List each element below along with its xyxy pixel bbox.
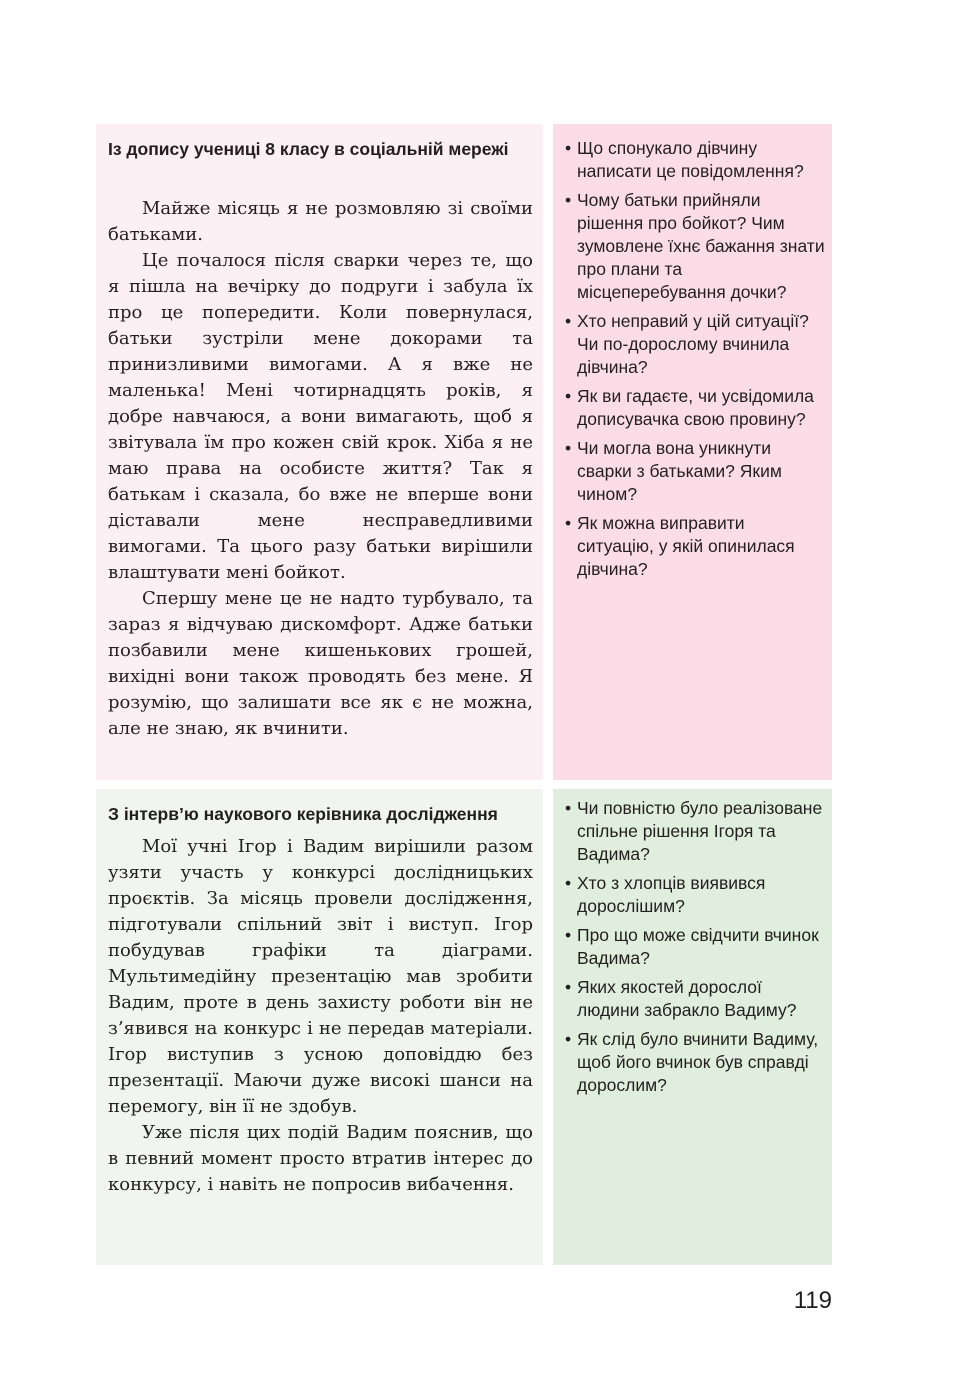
question-item [565, 924, 826, 970]
case2-questions-panel [553, 789, 832, 1265]
question-item [565, 310, 826, 379]
bullet-icon: • [565, 925, 572, 945]
case1-body [108, 196, 533, 742]
case2-heading: З інтерв’ю наукового керівника дослідження [108, 804, 498, 824]
bullet-icon: • [565, 438, 572, 458]
question-text: Як можна виправити ситуацію, у якій опинилася дівчина? [577, 513, 795, 579]
case1-paragraph: Майже місяць я не розмовляю зі своїми батьками. [108, 198, 533, 245]
bullet-icon: • [565, 873, 572, 893]
question-text: Як слід було вчинити Вадиму, щоб його вчинок був справді дорослим? [577, 1029, 819, 1095]
question-text: Чи могла вона уникнути сварки з батьками? Яким чином? [577, 438, 782, 504]
question-text: Хто з хлопців виявився дорослішим? [577, 873, 766, 916]
question-item [565, 872, 826, 918]
question-text: Хто неправий у цій ситуації? Чи по-дорослому вчинила дівчина? [577, 311, 809, 377]
question-text: Яких якостей дорослої людини забракло Вадиму? [577, 977, 797, 1020]
case2-text-panel [96, 789, 543, 1265]
bullet-icon: • [565, 311, 572, 331]
case1-question-list [565, 137, 826, 587]
case1-paragraph: Це почалося після сварки через те, що я пішла на вечірку до подруги і забула їх про це попередити. Коли повернулася, батьки зустріли мене докорами та принизливими вимогами. А я вже не маленька! Мені чотирнадцять років, я добре навчаюся, а вони вимагають, щоб я звітувала їм про кожен свій крок. Хіба я не маю права на особисте життя? Так я батькам і сказала, бо вже не вперше вони діставали мене несправедливими вимогами. Та цього разу батьки вирішили влаштувати мені бойкот. [108, 250, 533, 583]
case1-heading: Із допису учениці 8 класу в соціальній мережі [108, 139, 509, 159]
question-text: Що спонукало дівчину написати це повідомлення? [577, 138, 804, 181]
bullet-icon: • [565, 1029, 572, 1049]
bullet-icon: • [565, 386, 572, 406]
bullet-icon: • [565, 190, 572, 210]
case2-paragraph: Мої учні Ігор і Вадим вирішили разом узяти участь у конкурсі дослідницьких проєктів. За місяць провели дослідження, підготували спільний звіт і виступ. Ігор побудував графіки та діаграми. Мультимедійну презентацію мав зробити Вадим, проте в день захисту роботи він не з’явився на конкурс і не передав матеріали. Ігор виступив з усною доповіддю без презентації. Маючи дуже високі шанси на перемогу, він її не здобув. [108, 836, 533, 1117]
question-text: Про що може свідчити вчинок Вадима? [577, 925, 819, 968]
question-item [565, 797, 826, 866]
question-text: Чи повністю було реалізоване спільне рішення Ігоря та Вадима? [577, 798, 823, 864]
case2-question-list [565, 797, 826, 1103]
question-item [565, 437, 826, 506]
question-item [565, 189, 826, 304]
case2-paragraph: Уже після цих подій Вадим пояснив, що в певний момент просто втратив інтерес до конкурсу, і навіть не попросив вибачення. [108, 1122, 533, 1195]
question-item [565, 976, 826, 1022]
bullet-icon: • [565, 513, 572, 533]
question-item [565, 512, 826, 581]
bullet-icon: • [565, 138, 572, 158]
bullet-icon: • [565, 977, 572, 997]
case1-questions-panel [553, 124, 832, 780]
page-number: 119 [793, 1287, 832, 1314]
question-text: Чому батьки прийняли рішення про бойкот? Чим зумовлене їхнє бажання знати про плани та місцеперебування дочки? [577, 190, 825, 302]
question-item [565, 385, 826, 431]
question-item [565, 137, 826, 183]
case2-body [108, 834, 533, 1198]
question-item [565, 1028, 826, 1097]
case1-text-panel [96, 124, 543, 780]
question-text: Як ви гадаєте, чи усвідомила дописувачка свою провину? [577, 386, 814, 429]
bullet-icon: • [565, 798, 572, 818]
case1-paragraph: Спершу мене це не надто турбувало, та зараз я відчуваю дискомфорт. Адже батьки позбавили мене кишенькових грошей, вихідні вони також проводять без мене. Я розумію, що залишати все як є не можна, але не знаю, як вчинити. [108, 588, 533, 739]
